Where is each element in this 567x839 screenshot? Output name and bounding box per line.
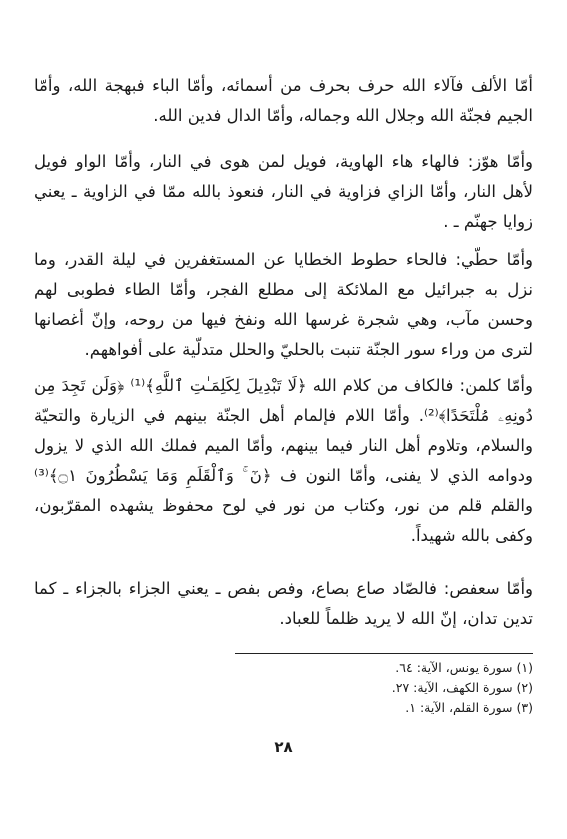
paragraph-saafas: وأمّا سعفص: فالصّاد صاع بصاع، وفص بفص ـ يعني الجزاء بالجزاء ـ كما تدين تدان، إنّ الله لا يريد ظلماً للعباد. (34, 579, 533, 628)
paragraph-kalaman: وأمّا كلمن: فالكاف من كلام الله ﴿لَا تَبْدِيلَ لِكَلِمَـٰتِ ٱللَّهِ﴾⁽¹⁾ ﴿وَلَن تَجِدَ مِن دُونِهِۦ مُلْتَحَدًا﴾⁽²⁾. وأمّا اللام فإلمام أهل الجنّة بينهم في الزيارة والتحيّة والسلام، وتلاوم أهل النار فيما بينهم، وأمّا الميم فملك الله الذي لا يزول ودوامه الذي لا يفنى، وأمّا النون ف ﴿نٓ ۚ وَٱلْقَلَمِ وَمَا يَسْطُرُونَ ۝١﴾⁽³⁾ والقلم قلم من نور، وكتاب من نور في لوح محفوظ يشهده المقرّبون، وكفى بالله شهيداً. (34, 376, 533, 545)
paragraph-hutti: وأمّا حطّي: فالحاء حطوط الخطايا عن المستغفرين في ليلة القدر، وما نزل به جبرائيل مع الملائكة إلى مطلع الفجر، وأمّا الطاء فطوبى لهم وحسن مآب، وهي شجرة غرسها الله ونفخ فيها من روحه، وإنّ أغصانها لترى من وراء سور الجنّة تنبت بالحليّ والحلل متدلّية على أفواههم. (34, 250, 533, 359)
footnote-2: (٢) سورة الكهف، الآية: ٢٧. (391, 680, 533, 695)
paragraph-alif-ba-jim-dal: أمّا الألف فآلاء الله حرف بحرف من أسمائه، وأمّا الباء فبهجة الله، وأمّا الجيم فجنّة الله وجلال الله وجماله، وأمّا الدال فدين الله. (34, 76, 533, 125)
footnote-1: (١) سورة يونس، الآية: ٦٤. (395, 660, 533, 675)
footnotes (133, 658, 533, 718)
paragraph-hawwaz: وأمّا هوّز: فالهاء هاء الهاوية، فويل لمن هوى في النار، وأمّا الواو فويل لأهل النار، وأمّا الزاي فزاوية في النار، فنعوذ بالله ممّا في الزاوية ـ يعني زوايا جهنّم ـ . (34, 152, 533, 231)
footnote-divider (235, 653, 533, 654)
footnote-3: (٣) سورة القلم، الآية: ١. (405, 700, 533, 715)
page-number: ٢٨ (274, 738, 293, 756)
